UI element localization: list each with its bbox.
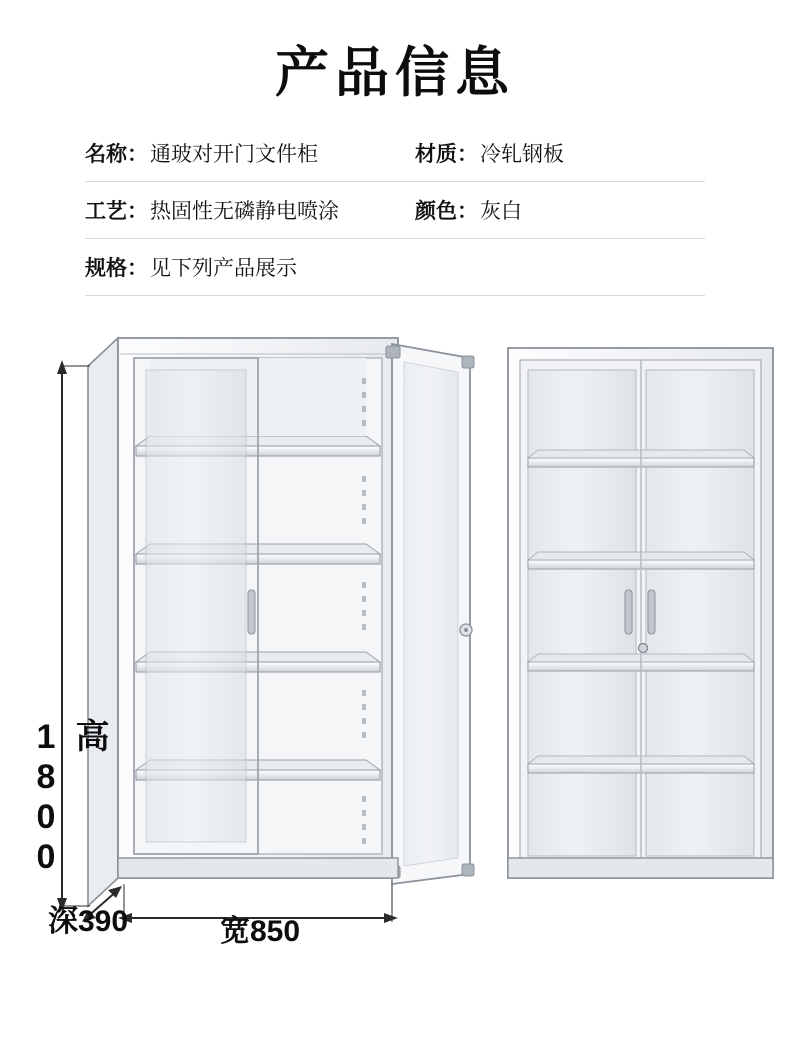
spec-row bbox=[85, 125, 705, 182]
cabinet-door-handle bbox=[248, 590, 255, 634]
spec-value: 见下列产品展示 bbox=[150, 257, 297, 280]
lock-icon bbox=[639, 644, 648, 653]
product-illustration bbox=[0, 318, 790, 978]
spec-label: 材质： bbox=[415, 143, 478, 166]
cabinet-door-handle bbox=[625, 590, 632, 634]
product-spec-table bbox=[85, 125, 705, 296]
cabinet-door-handle bbox=[648, 590, 655, 634]
spec-value: 热固性无磷静电喷涂 bbox=[150, 200, 339, 223]
spec-row bbox=[85, 182, 705, 239]
spec-value: 冷轧钢板 bbox=[480, 143, 564, 166]
hinge-icon bbox=[386, 346, 400, 358]
dimension-width-label: 宽850 bbox=[220, 915, 301, 948]
spec-item-material bbox=[415, 138, 705, 168]
spec-item-color bbox=[415, 195, 705, 225]
spec-item-specification bbox=[85, 252, 705, 282]
cabinet-drawing bbox=[0, 318, 790, 978]
page-title: 产品信息 bbox=[275, 43, 515, 103]
spec-row bbox=[85, 239, 705, 296]
dimension-height-label: 高1800 bbox=[27, 718, 108, 878]
spec-value: 通玻对开门文件柜 bbox=[150, 143, 318, 166]
spec-label: 名称： bbox=[85, 143, 148, 166]
dimension-depth-label: 深390 bbox=[48, 905, 129, 938]
spec-label: 颜色： bbox=[415, 200, 478, 223]
spec-label: 规格： bbox=[85, 257, 148, 280]
spec-item-process bbox=[85, 195, 415, 225]
spec-value: 灰白 bbox=[480, 200, 522, 223]
hinge-icon bbox=[462, 356, 474, 368]
spec-item-name bbox=[85, 138, 415, 168]
spec-label: 工艺： bbox=[85, 200, 148, 223]
hinge-icon bbox=[462, 864, 474, 876]
